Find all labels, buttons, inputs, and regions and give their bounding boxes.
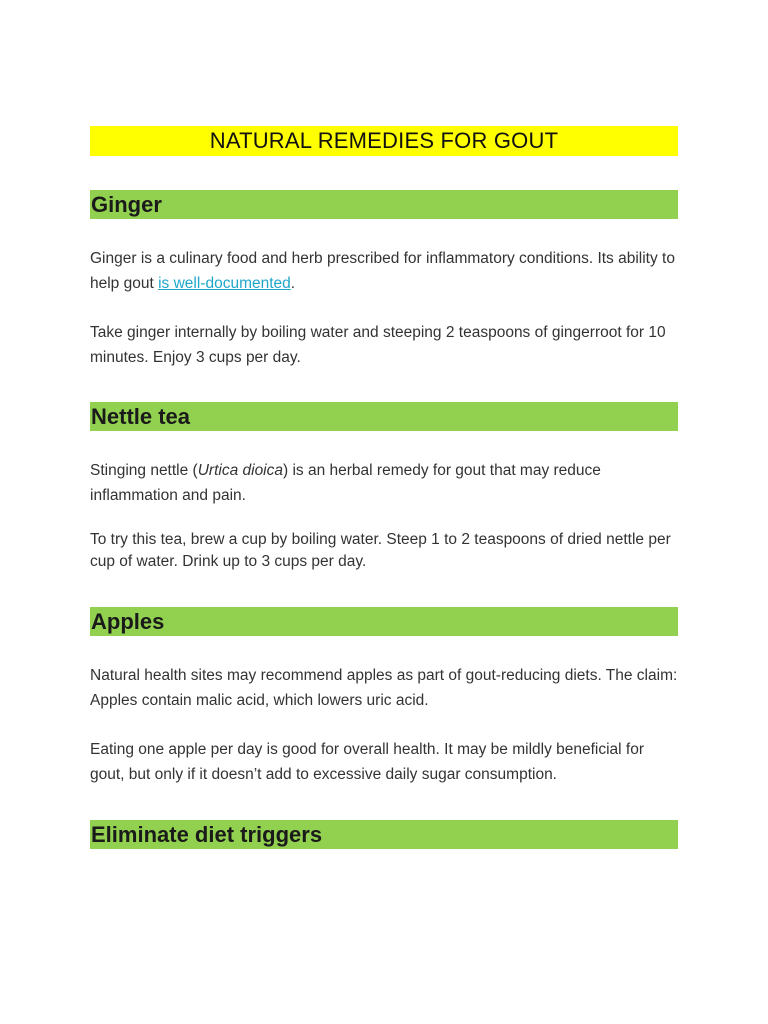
nettle-p1-end: ) is an herbal remedy for gout that may reduce inflammation and pain. (90, 462, 601, 504)
nettle-paragraph-1 (90, 458, 678, 508)
nettle-latin-name: Urtica dioica (197, 462, 283, 479)
apples-paragraph-2: Eating one apple per day is good for overall health. It may be mildly beneficial for gout, but only if it doesn’t add to excessive daily sugar consumption. (90, 741, 645, 783)
ginger-p1-end: . (290, 275, 296, 292)
section-heading-ginger: Ginger (90, 190, 678, 219)
section-heading-eliminate-diet-triggers: Eliminate diet triggers (90, 820, 678, 849)
nettle-paragraph-2: To try this tea, brew a cup by boiling water. Steep 1 to 2 teaspoons of dried nettle per cup of water. Drink up to 3 cups per day. (90, 531, 671, 570)
ginger-paragraph-1 (90, 246, 678, 296)
section-heading-nettle-tea: Nettle tea (90, 402, 678, 431)
well-documented-link[interactable]: is well-documented (158, 275, 291, 292)
apples-paragraph-1: Natural health sites may recommend apples as part of gout-reducing diets. The claim: Apples contain malic acid, which lowers uric acid. (90, 667, 678, 709)
ginger-p1-text: Ginger is a culinary food and herb prescribed for inflammatory conditions. Its ability to help gout (90, 250, 675, 292)
ginger-paragraph-2: Take ginger internally by boiling water and steeping 2 teaspoons of gingerroot for 10 minutes. Enjoy 3 cups per day. (90, 324, 666, 366)
section-heading-apples: Apples (90, 607, 678, 636)
document-title: NATURAL REMEDIES FOR GOUT (90, 126, 678, 156)
nettle-p1-text: Stinging nettle ( (90, 462, 198, 479)
